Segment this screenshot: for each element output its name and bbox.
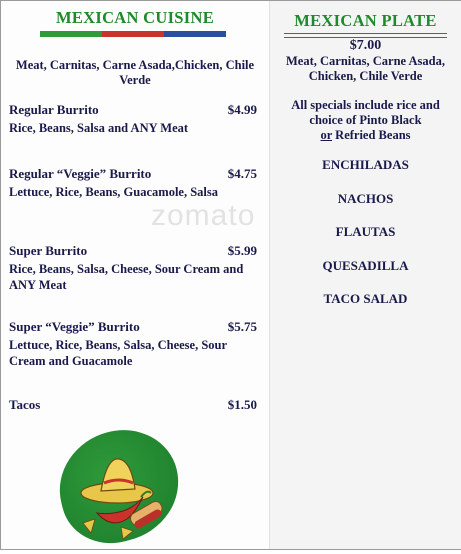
note-or: or bbox=[320, 128, 333, 142]
meat-options: Meat, Carnitas, Carne Asada,Chicken, Chile Verde bbox=[15, 58, 255, 87]
plate-item: QUESADILLA bbox=[322, 257, 409, 273]
item-price: $4.99 bbox=[227, 102, 257, 117]
plate-item: NACHOS bbox=[337, 190, 394, 206]
item-name: Regular Burrito bbox=[9, 102, 99, 117]
plate-item: TACO SALAD bbox=[323, 291, 408, 306]
note-text: All specials include rice and choice of Pinto Black bbox=[291, 98, 440, 127]
item-price: $5.75 bbox=[227, 319, 257, 334]
menu-item bbox=[9, 102, 257, 136]
item-description: Lettuce, Rice, Beans, Guacamole, Salsa bbox=[9, 185, 219, 199]
flag-stripe-green bbox=[40, 31, 102, 37]
mexican-cuisine-heading: MEXICAN CUISINE bbox=[55, 8, 215, 27]
item-description: Rice, Beans, Salsa, Cheese, Sour Cream and ANY Meat bbox=[9, 262, 244, 292]
note-text-end: Refried Beans bbox=[335, 128, 411, 142]
watermark: zomato bbox=[151, 199, 256, 232]
plate-price: $7.00 bbox=[349, 38, 382, 53]
plate-specials-note bbox=[274, 98, 457, 143]
mexican-plate-section bbox=[269, 1, 461, 549]
menu-item bbox=[9, 166, 257, 200]
plate-item: ENCHILADAS bbox=[322, 157, 409, 172]
item-price: $1.50 bbox=[227, 397, 257, 412]
mexican-plate-heading: MEXICAN PLATE bbox=[294, 11, 437, 30]
item-price: $4.75 bbox=[227, 166, 257, 181]
item-name: Super Burrito bbox=[9, 243, 88, 258]
item-name: Regular “Veggie” Burrito bbox=[9, 166, 152, 181]
item-description: Rice, Beans, Salsa and ANY Meat bbox=[9, 121, 189, 135]
item-description: Lettuce, Rice, Beans, Salsa, Cheese, Sour Cream and Guacamole bbox=[9, 338, 227, 368]
item-name: Super “Veggie” Burrito bbox=[9, 319, 140, 334]
flag-stripe-red bbox=[102, 31, 164, 37]
item-name: Tacos bbox=[9, 397, 41, 412]
item-price: $5.99 bbox=[227, 243, 257, 258]
flag-color-bar bbox=[40, 31, 226, 37]
plate-meat-options: Meat, Carnitas, Carne Asada, Chicken, Chile Verde bbox=[285, 54, 445, 83]
plate-list bbox=[270, 157, 461, 325]
plate-item: FLAUTAS bbox=[335, 224, 396, 239]
menu-item bbox=[9, 243, 257, 293]
mexican-cuisine-section bbox=[1, 1, 269, 549]
sombrero-chili-illustration bbox=[77, 449, 177, 541]
menu-item bbox=[9, 397, 257, 413]
flag-stripe-blue bbox=[164, 31, 226, 37]
menu-item bbox=[9, 319, 257, 369]
